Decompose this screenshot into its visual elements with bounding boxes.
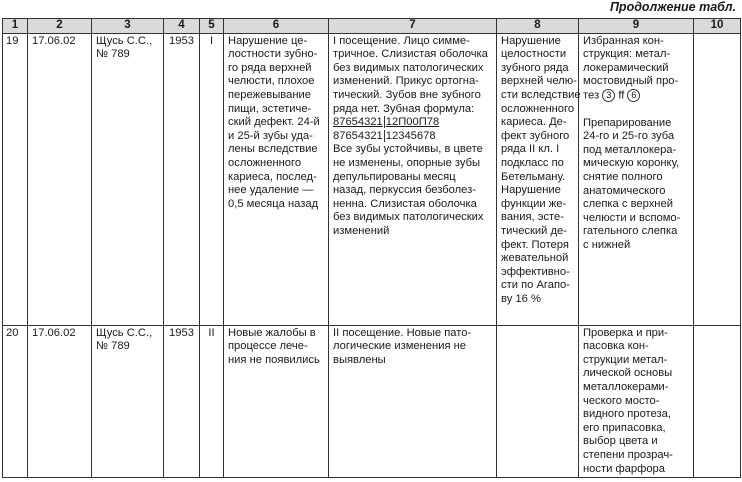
text-line: и 25-й зубы уда- <box>228 129 313 142</box>
text-line: тический де- <box>501 224 567 237</box>
text-line: струкция: метал- <box>583 48 671 61</box>
patient-line: Щусь С.С., <box>96 326 153 339</box>
text-line: выбор цвета и <box>583 435 658 448</box>
notes-cell <box>694 33 741 325</box>
text-line: осложненного <box>228 156 302 169</box>
text-line: ческого мосто- <box>583 394 660 407</box>
text-line: его припасовка, <box>583 421 666 434</box>
column-header: 9 <box>579 19 694 34</box>
abutment-tooth-circle: 3 <box>602 89 615 102</box>
text-line: назад, перкуссия безболез- <box>333 184 476 197</box>
treatment-cell <box>579 33 694 325</box>
diagnosis-cell <box>497 33 579 325</box>
text-line: пасовка кон- <box>583 340 649 353</box>
text-line: тический. Зубов вне зубного <box>333 88 481 101</box>
text-line: осложненного <box>501 102 575 115</box>
text-line: логические изменения не <box>333 340 467 353</box>
patient-cell <box>92 325 164 478</box>
text-line: пищи, эстетиче- <box>228 102 312 115</box>
prosthesis-formula <box>583 89 689 103</box>
visit-stage-cell: I <box>200 33 224 325</box>
text-line: мостовидный про- <box>583 75 679 88</box>
diagnosis-cell <box>497 325 579 478</box>
column-header: 6 <box>224 19 329 34</box>
text-line: лостности зубно- <box>228 48 318 61</box>
text-line: подкласс по <box>501 156 564 169</box>
text-line: челюсти и вспомо- <box>583 211 681 224</box>
row-number-cell: 19 <box>3 33 28 325</box>
text-line: без видимых патологических <box>333 61 484 74</box>
formula-lower-right: 12345678 <box>385 129 436 142</box>
text-line: целостности <box>501 48 567 61</box>
text-line: эффективно- <box>501 265 570 278</box>
text-line: фект. Потеря <box>501 238 569 251</box>
column-header: 8 <box>497 19 579 34</box>
text-line: Нарушение <box>501 184 561 197</box>
text-line: ненна. Слизистая оболочка <box>333 197 477 210</box>
table-row <box>3 325 741 478</box>
text-line: Препарирование <box>583 116 672 129</box>
notes-cell <box>694 325 741 478</box>
text-line: с нижней <box>583 238 631 251</box>
text-line: степени прозрач- <box>583 448 673 461</box>
complaints-cell <box>224 325 329 478</box>
text-line: II посещение. Новые пато- <box>333 326 472 339</box>
text-line: лической основы <box>583 367 673 380</box>
text-line: не изменены, опорные зубы <box>333 156 481 169</box>
text-line: Все зубы устойчивы, в цвете <box>333 143 483 156</box>
text-line: ский дефект. 24-й <box>228 116 320 129</box>
text-line: изменений. Прикус ортогна- <box>333 75 479 88</box>
text-line: выявлены <box>333 353 386 366</box>
text-line: I посещение. Лицо симме- <box>333 34 470 47</box>
text-line: жевательной <box>501 252 569 265</box>
examination-cell <box>329 325 497 478</box>
column-header: 2 <box>28 19 92 34</box>
dental-formula-lower <box>333 130 492 144</box>
column-header: 1 <box>3 19 28 34</box>
visit-stage-cell: II <box>200 325 224 478</box>
pontic-marks: ff <box>618 89 625 102</box>
text-line: зубного ряда <box>501 61 569 74</box>
text-line: нее удаление — <box>228 184 314 197</box>
text-line: Бетельману. <box>501 170 566 183</box>
text-line: видного протеза, <box>583 408 671 421</box>
column-header: 3 <box>92 19 164 34</box>
text-line: депульпированы месяц <box>333 170 456 183</box>
text-line: Проверка и при- <box>583 326 668 339</box>
text-line: изменений <box>333 224 390 237</box>
formula-upper-right: 12П00П78 <box>385 116 440 129</box>
birth-year-cell: 1953 <box>164 325 200 478</box>
text-line: го ряда верхней <box>228 61 312 74</box>
text-line: Избранная кон- <box>583 34 664 47</box>
text-line: лены вследствие <box>228 143 318 156</box>
text-line: Новые жалобы в <box>228 326 316 339</box>
patient-line: № 789 <box>96 340 130 353</box>
text-line: Нарушение <box>501 34 561 47</box>
text-line: кариеса, послед- <box>228 170 317 183</box>
text-line: слепка с верхней <box>583 198 673 211</box>
text-line: ряда II кл. I <box>501 143 560 156</box>
birth-year-cell: 1953 <box>164 33 200 325</box>
patient-line: № 789 <box>96 48 130 61</box>
dental-formula-upper <box>333 116 492 130</box>
text-line: кариеса. Де- <box>501 116 567 129</box>
blank-line <box>583 103 689 117</box>
text-line: 24-го и 25-го зуба <box>583 130 675 143</box>
text-line: Нарушение це- <box>228 34 308 47</box>
text-line: вания, эсте- <box>501 211 564 224</box>
formula-lower-left: 87654321 <box>333 129 383 142</box>
complaints-cell <box>224 33 329 325</box>
text-line: челюсти, плохое <box>228 75 315 88</box>
table-row <box>3 33 741 325</box>
text-line: сти вследствие <box>501 88 581 101</box>
text-line: струкции метал- <box>583 353 668 366</box>
column-header: 5 <box>200 19 224 34</box>
column-header: 7 <box>329 19 497 34</box>
text-line: ряда нет. Зубная формула: <box>333 102 475 115</box>
medical-records-table <box>2 18 741 478</box>
examination-cell <box>329 33 497 325</box>
text-line: металлокерами- <box>583 380 669 393</box>
date-cell: 17.06.02 <box>28 33 92 325</box>
column-header: 4 <box>164 19 200 34</box>
text-line: гательного слепка <box>583 225 678 238</box>
table-continuation-caption: Продолжение табл. <box>609 0 736 14</box>
text-line: процессе лече- <box>228 340 308 353</box>
text-line: тричное. Слизистая оболочка <box>333 48 488 61</box>
text-line: ности фарфора <box>583 462 665 475</box>
date-cell: 17.06.02 <box>28 325 92 478</box>
treatment-cell <box>579 325 694 478</box>
text-line: без видимых патологических <box>333 211 484 224</box>
text-line: снятие полного <box>583 170 663 183</box>
text-line: фект зубного <box>501 129 570 142</box>
text-line: под металлокера- <box>583 143 677 156</box>
patient-cell <box>92 33 164 325</box>
row-number-cell: 20 <box>3 325 28 478</box>
abutment-tooth-circle: 6 <box>627 89 640 102</box>
text-line: анатомического <box>583 184 666 197</box>
text-line: ния не появились <box>228 353 320 366</box>
text-line: ву 16 % <box>501 292 541 305</box>
column-header: 10 <box>694 19 741 34</box>
text-line: мическую коронку, <box>583 157 680 170</box>
text-line: сти по Агапо- <box>501 279 570 292</box>
header-row <box>3 19 741 34</box>
formula-prefix: тез <box>583 89 600 102</box>
text-line: пережевывание <box>228 88 311 101</box>
formula-upper-left: 87654321 <box>333 116 383 129</box>
text-line: верхней челю- <box>501 75 577 88</box>
patient-line: Щусь С.С., <box>96 34 153 47</box>
text-line: локерамический <box>583 61 669 74</box>
text-line: функции же- <box>501 197 567 210</box>
text-line: 0,5 месяца назад <box>228 197 319 210</box>
